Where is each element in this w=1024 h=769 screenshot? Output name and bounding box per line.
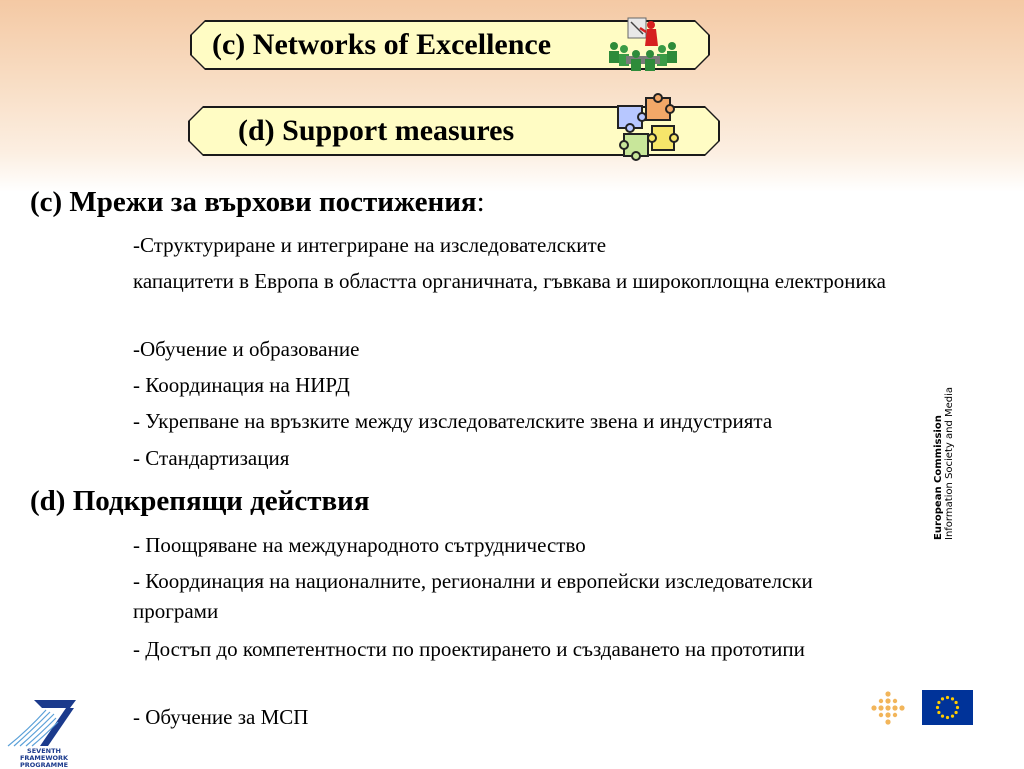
list-item: - Обучение за МСП: [133, 705, 309, 729]
list-item: - Стандартизация: [133, 446, 290, 470]
orange-dot-cross-icon: [870, 690, 906, 726]
presentation-meeting-icon: [606, 16, 680, 72]
list-item: - Достъп до компетентности по проектирането и създаването на прототипи: [133, 637, 805, 661]
list-item: -Структуриране и интегриране на изследователските: [133, 233, 607, 257]
banner-d-label: (d) Support measures: [238, 114, 515, 147]
eu-flag-icon: [922, 690, 973, 725]
section-d-heading: (d) Подкрепящи действия: [30, 485, 370, 517]
fp7-logo-icon: [4, 696, 84, 748]
fp7-label: SEVENTH FRAMEWORK PROGRAMME: [19, 747, 69, 769]
banner-c-label: (c) Networks of Excellence: [212, 28, 552, 61]
puzzle-pieces-icon: [612, 92, 682, 164]
list-item: - Поощряване на международното сътрудничество: [133, 533, 586, 557]
list-item: -Обучение и образование: [133, 337, 360, 361]
european-commission-label: European Commission Information Society and Media: [933, 386, 955, 540]
list-item: - Укрепване на връзките между изследователските звена и индустрията: [133, 409, 773, 433]
list-item: капацитети в Европа в областта органичната, гъвкава и широкоплощна електроника: [133, 269, 886, 293]
list-item: - Координация на НИРД: [133, 373, 350, 397]
list-item: - Координация на националните, регионални и европейски изследователски програми: [133, 569, 813, 623]
section-c-heading: (c) Мрежи за върхови постижения:: [30, 186, 485, 218]
